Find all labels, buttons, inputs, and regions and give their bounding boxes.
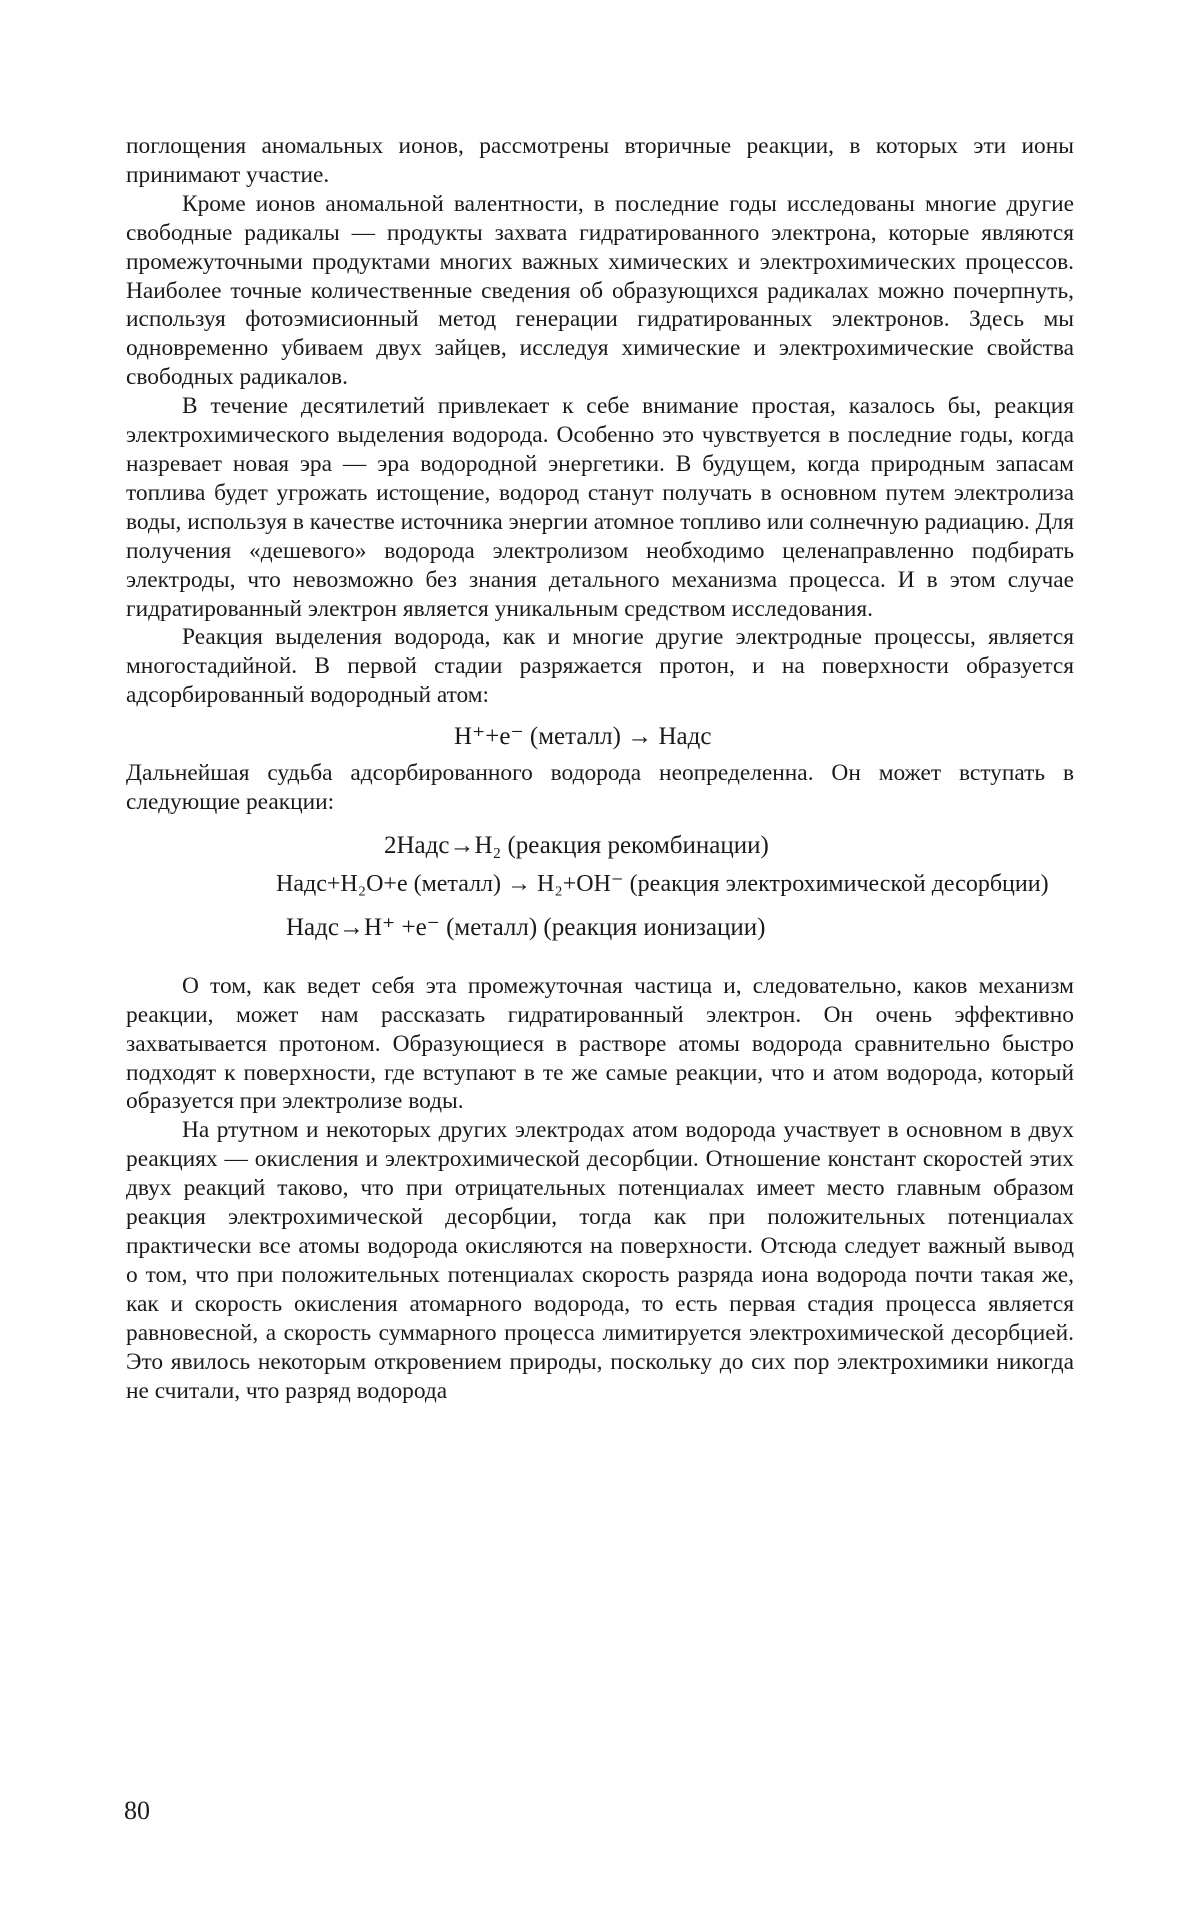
- equation-ionization: Hадс→H⁺ +e⁻ (металл) (реакция ионизации): [286, 913, 766, 941]
- paragraph-3: Реакция выделения водорода, как и многие другие электродные процессы, является многостадийной. В первой стадии разряжается протон, и на поверхности образуется адсорбированный водородный атом:: [126, 624, 1074, 709]
- paragraph-5: О том, как ведет себя эта промежуточная частица и, следовательно, каков механизм реакции, может нам рассказать гидратированный электрон. Он очень эффективно захватывается протоном. Образующиеся в растворе атомы водорода сравнительно быстро подходят к поверхности, где вступают в те же самые реакции, что и атом водорода, который образуется при электролизе воды.: [126, 972, 1074, 1115]
- equation-adsorption: H⁺+e⁻ (металл) → Hадс: [454, 723, 712, 751]
- paragraph-0: поглощения аномальных ионов, рассмотрены вторичные реакции, в которых эти ионы принимают участие.: [126, 133, 1074, 188]
- equation-recombination: 2Hадс→H₂ (реакция рекомбинации): [384, 831, 769, 859]
- page-body: [126, 132, 1074, 1405]
- paragraph-2: В течение десятилетий привлекает к себе внимание простая, казалось бы, реакция электрохимического выделения водорода. Особенно это чувствуется в последние годы, когда назревает новая эра — эра водородной энергетики. В будущем, когда природным запасам топлива будет угрожать истощение, водород станут получать в основном путем электролиза воды, используя в качестве источника энергии атомное топливо или солнечную радиацию. Для получения «дешевого» водорода электролизом необходимо целенаправленно подбирать электроды, что невозможно без знания детального механизма процесса. И в этом случае гидратированный электрон является уникальным средством исследования.: [126, 393, 1074, 622]
- equation-electrochemical-desorption: Hадс+H₂O+e (металл) → H₂+OH⁻ (реакция электрохимической десорбции): [276, 870, 1049, 897]
- paragraph-6: На ртутном и некоторых других электродах атом водорода участвует в основном в двух реакциях — окисления и электрохимической десорбции. Отношение констант скоростей этих двух реакций таково, что при отрицательных потенциалах имеет место главным образом реакция электрохимической десорбции, тогда как при положительных потенциалах практически все атомы водорода окисляются на поверхности. Отсюда следует важный вывод о том, что при положительных потенциалах скорость разряда иона водорода почти такая же, как и скорость окисления атомарного водорода, то есть первая стадия процесса является равновесной, а скорость суммарного процесса лимитируется электрохимической десорбцией. Это явилось некоторым откровением природы, поскольку до сих пор электрохимики никогда не считали, что разряд водорода: [126, 1117, 1074, 1404]
- page-number: 80: [124, 1796, 150, 1825]
- paragraph-1: Кроме ионов аномальной валентности, в последние годы исследованы многие другие свободные радикалы — продукты захвата гидратированного электрона, которые являются промежуточными продуктами многих важных химических и электрохимических процессов. Наиболее точные количественные сведения об образующихся радикалах можно почерпнуть, используя фотоэмисионный метод генерации гидратированных электронов. Здесь мы одновременно убиваем двух зайцев, исследуя химические и электрохимические свойства свободных радикалов.: [126, 190, 1074, 391]
- paragraph-4: Дальнейшая судьба адсорбированного водорода неопределенна. Он может вступать в следующие реакции:: [126, 760, 1074, 816]
